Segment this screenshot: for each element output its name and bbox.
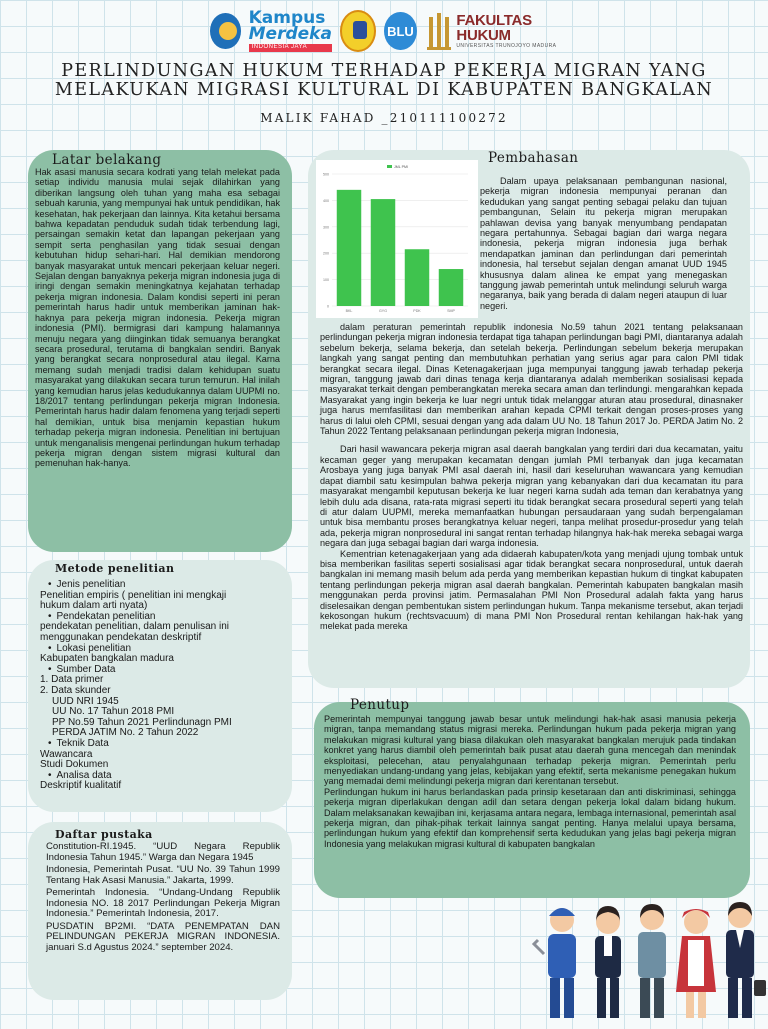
pmi-bar-chart <box>316 160 478 318</box>
method-item: PERDA JATIM No. 2 Tahun 2022 <box>52 727 199 739</box>
chart-svg <box>316 160 478 318</box>
method-item: Wawancara <box>40 748 93 760</box>
office-worker-figure <box>595 906 621 1018</box>
utm-logo <box>340 10 376 52</box>
bar-gyg <box>371 199 395 306</box>
method-item: UU No. 17 Tahun 2018 PMI <box>52 706 175 718</box>
mechanic-figure <box>534 908 576 1018</box>
method-heading: • Teknik Data <box>40 739 280 750</box>
daftar-pustaka-title: Daftar pustaka <box>55 828 153 841</box>
x-tick-label: BKL <box>345 309 353 313</box>
x-tick-label: SMP <box>447 309 455 313</box>
metode-title: Metode penelitian <box>55 562 175 575</box>
method-item: PP No.59 Tahun 2021 Perlindunagn PMI <box>52 716 232 728</box>
method-item: menggunakan pendekatan deskriptif <box>40 631 202 643</box>
bar-smp <box>439 269 463 306</box>
pembahasan-paragraph-2: dalam peraturan pemerintah republik indonesia No.59 tahun 2021 tentang pelaksanaan perlindungan pekerja migran indonesia terdapat tiga tahapan perlindungan bagi PMI, diantaranya adalah sebelum bekerja, selama bekerja, dan setelah bekerja. Perlindungan sebelum bekerja merupakan langkah yang sangat penting dan membutuhkan perhatian yang serius agar para calon PMI tidak berangkat secara ilegal. Dinas Ketenagakerjaan juga mempunyai tanggung jawab terhadap pekerja migran, tanggung jawab dari dinas tenaga kerja diantaranya adalah memberikan sosialisasi kepada masyarakat terkait dengan pemberangkatan mereka secara aman dan terlindungi. mengarahkan kepada Masyarakat yang ingin bekerja ke luar negri untuk tidak melanggar aturan atau prosedural, dinasnaker juga harus memfasilitasi dan memberikan arahan kepada CPMI terkait dengan proses-proses yang harus di lalui oleh CPMI, sesuai dengan yang ada dalam UU No. 18 Tahun 2017 Jo. PERDA Jatim No. 2 Tahun 2022 Tentang pelaksanaan perlindungan pekerja migran Indonesia, <box>320 322 743 437</box>
y-tick-label: 500 <box>323 172 329 177</box>
blu-logo: BLU <box>384 12 416 50</box>
y-tick-label: 200 <box>323 251 329 256</box>
method-item: pendekatan penelitian, dalam penulisan ini <box>40 621 230 633</box>
pembahasan-paragraph-3: Dari hasil wawancara pekerja migran asal daerah bangkalan yang terdiri dari dua kecamatan, yaitu kecaman geger yang merupakan kecamatan dengan jumlah PMI terbanyak dan juga kecamatan Arosbaya yang juga banyak PMI asal daerah ini, hasil dari keseluruhan wawancara yang kemudian dapat diambil satu kesimpulan bahwa pekerja migran yang kebanyakan dari dua kecamatan itu para masyarakat mengambil keputusan bekerja ke luar negeri karna sudah ada teman dan kerabatnya yang lebih dulu ada disana, rata-rata migrasi seperti itu tidak berangkat secara prosedural seperti yang telah di atur dalam UUPMI, mereka memanfaatkan hubungan persaudaraan yang sudah berpengalaman untuk bisa membantu proses berangkatnya keluar negeri, tanpa melihat prosedur-prosedur yang telah ada, pekerja migran nonprosedural ini sangat rentan terhadap hilangnya hak-hak mereka sebagai warga negara dan juga sebagai bagian dari warga indonesia. <box>320 444 743 549</box>
migrant-workers-illustration <box>532 892 768 1024</box>
domestic-worker-figure <box>676 909 716 1018</box>
kemendikbud-logo <box>210 13 241 49</box>
penutup-paragraph-2: Perlindungan hukum ini harus berlandaskan pada prinsip kesetaraan dan anti diskriminasi, sehingga pekerja migran diperlakukan dengan adil dan setara dengan pekerja lokal dalam bidang hukum. Dalam melaksanakan kewajiban ini, kerjasama antara negara, lembaga internasional, pemerintah asal pekerja migran, dan pihak-pihak terkait lainnya sangat penting. Hanya melalui upaya bersama, perlindungan hukum yang efektif dan komprehensif serta kedudukan yang jelas bagi pekerja migran Indonesia yang melakukan migrasi kultural di kabupaten bangkalan <box>324 786 736 849</box>
y-tick-label: 0 <box>327 304 329 309</box>
method-heading: • Pendekatan penelitian <box>40 612 280 623</box>
poster-title: PERLINDUNGAN HUKUM TERHADAP PEKERJA MIGRAN YANG MELAKUKAN MIGRASI KULTURAL DI KABUPATEN BANGKALAN <box>54 61 714 100</box>
legend-label: JML PMI <box>394 165 409 169</box>
method-heading: • Lokasi penelitian <box>40 644 280 655</box>
x-tick-label: GYG <box>379 309 387 313</box>
method-heading: • Analisa data <box>40 771 280 782</box>
method-item: 2. Data skunder <box>40 684 111 696</box>
method-heading: • Jenis penelitian <box>40 580 280 591</box>
metode-list <box>40 580 280 792</box>
penutup-paragraph-1: Pemerintah mempunyai tanggung jawab besar untuk melindungi hak-hak asasi manusia pekerja migran, tanpa memandang status migrasi mereka. Perlindungan hukum pada pekerja migran yang melakukan migrasi kultural yang biasa dilakukan oleh masyarakat bangkalan merujuk pada tindakan konkret yang harus diambil oleh pemerintah baik pusat atau daerah guna mencegah dan menindak eksploitasi, pelecehan, atau penyalahgunaan terhadap pekerja migran. Pemerintah perlu menyediakan undang-undang yang jelas, kebijakan yang efektif, serta mekanisme penegakan hukum yang memadai demi melindungi pekerja migran dari kerentanan tersebut. <box>324 714 736 787</box>
bar-bkl <box>337 190 361 306</box>
reference-item: PUSDATIN BP2MI. “DATA PENEMPATAN DAN PELINDUNGAN PEKERJA MIGRAN INDONESIA. januari S.d Agustus 2024.” september 2024. <box>46 920 280 953</box>
y-tick-label: 400 <box>323 198 329 203</box>
latar-belakang-title: Latar belakang <box>52 152 162 168</box>
penutup-text <box>324 714 736 849</box>
latar-belakang-text: Hak asasi manusia secara kodrati yang telah melekat pada setiap individu manusia mulai sejak dilahirkan yang diberikan langsung oleh tuhan yang maha esa sebagai sebuah karunia, yang mempunyai hak untuk pendidikan, hak kesehatan, hak pekerjaan dan lainnya. Kita ketahui bersama bahwa kepadatan penduduk sudah tidak terbendung lagi, persaingan semakin ketat dan lapangan pekerjaan yang sempit serta penghasilan yang tidak sesuai dengan kebutuhan hidup sehari-hari. Hal demikian mendorong banyak masyarakat untuk mencari pekerjaan keluar negeri. Sejalan dengan banyaknya pekerja migran indonesia juga di iringi dengan semakin meningkatnya kejahatan terhadap pekerja migran indonesia. Dalam kondisi seperti ini peran pemerintah harus hadir untuk memberikan jaminan hak-haknya para pekerja migran indonesia. Pekerja migran indonesia (PMI). bermigrasi dari kampung halamannya menuju negara yang diinginkan tidak semuanya berangkat secara prosedural, terutama di bangkalan sendiri. Banyak yang berangkat secara nonprosedural atau ilegal. Karna memang sudah menjadi tradisi dalam kehidupan suatu masyarakat yang dilakukan secara turun temurun. Hal inilah yang kemudian harus jelas kedudukannya dalam UUPMI no. 18/2017 tentang perlindungan pekerja migran Indonesia. Pemerintah harus hadir dalam fenomena yang terjadi seperti hal demikian, untuk bisa menjamin kepastian hukum terhadap pekerja migran indonesia. Penelitian ini bertujuan untuk menganalisis mengenai perlindungan hukum terhadap pekerja migran dengan sistem migrasi kultural dan pemenuhan hak-hanya. <box>35 167 280 469</box>
bar-pdk <box>405 249 429 306</box>
fakultas-hukum-logo: FAKULTAS HUKUM UNIVERSITAS TRUNOJOYO MADURA <box>456 12 557 49</box>
author-name: MALIK FAHAD _210111100272 <box>260 111 508 125</box>
logo-strip <box>210 8 570 54</box>
uniform-worker-figure <box>638 904 666 1018</box>
reference-item: Pemerintah Indonesia. “Undang-Undang Republik Indonesia NO. 18 2017 Perlindungan Pekerja Migran Indonesia.” Pemerintah Indonesia, 2017. <box>46 887 280 919</box>
y-tick-label: 300 <box>323 225 329 230</box>
method-item: 1. Data primer <box>40 674 104 686</box>
businessman-figure <box>726 902 766 1018</box>
method-item: Kabupaten bangkalan madura <box>40 653 174 665</box>
method-heading: • Sumber Data <box>40 665 280 676</box>
method-item: Penelitian empiris ( penelitian ini mengkaji <box>40 589 227 601</box>
y-tick-label: 100 <box>323 278 329 283</box>
pembahasan-title: Pembahasan <box>488 150 579 166</box>
pembahasan-paragraph-1: Dalam upaya pelaksanaan pembangunan nasional, pekerja migran indonesia mempunyai peranan dan kedudukan yang sangat penting sebagai pelaku dan tujuan pembangunan, Selain itu pekerja migran merupakan pahlawan devisa yang banyak menyumbang pendapatan negara pertahunnya. Sebagai bagian dari warga negara indonesia, pekerja migran indonesia juga berhak mendapatkan jaminan dan perlindungan dari pemerintah indonesia, hal tersebut sejalan dengan amanat UUD 1945 khususnya dalam alinea ke empat yang menegaskan tanggung jawab pemerintah untuk melindungi seluruh warga negaranya, baik yang berada di dalam negeri ataupun di luar negeri. <box>480 176 727 311</box>
kampus-merdeka-logo: Kampus Merdeka INDONESIA JAYA <box>248 8 332 51</box>
method-item: Deskriptif kualitatif <box>40 780 122 792</box>
method-item: hukum dalam arti nyata) <box>40 600 148 612</box>
daftar-pustaka-list <box>46 842 280 955</box>
fakultas-hukum-emblem <box>425 11 449 51</box>
x-tick-label: PDK <box>413 309 421 313</box>
legend-swatch <box>387 165 392 168</box>
penutup-title: Penutup <box>350 697 410 713</box>
reference-item: Constitution-RI.1945. “UUD Negara Republik Indonesia Tahun 1945.” Warga dan Negara 1945 <box>46 841 280 863</box>
reference-item: Indonesia, Pemerintah Pusat. “UU No. 39 Tahun 1999 Tentang Hak Asasi Manusia.” Jakarta, 1999. <box>46 864 280 886</box>
method-item: Studi Dokumen <box>40 759 109 771</box>
pembahasan-body <box>320 322 743 632</box>
pembahasan-paragraph-4: Kementrian ketenagakerjaan yang ada didaerah kabupaten/kota yang menjadi ujung tombak untuk bisa memberikan fasilitas seperti sosialisasi agar tidak berangkat secara nonprosedural, untuk daerah bangkalan ini memang masih belum ada perda yang memberikan kepastian hukum di tingkat kabupaten tentang perlindungan pekerja migran asal daerah bangkalan. Pemerintah kabupaten bangkalan masih menggunakan perda provinsi jatim. Permasalahan PMI Non Prosedural adalah fakta yang harus diselesaikan dengan pembentukan sistem perlindungan hukum. Tanpa mekanisme tersebut, akan terjadi kekosongan hukum (rechtsvacuum) di mana PMI Non Prosedural rentan kehilangan hak-hak yang melekat pada mereka <box>320 548 743 632</box>
method-item: UUD NRI 1945 <box>52 695 119 707</box>
